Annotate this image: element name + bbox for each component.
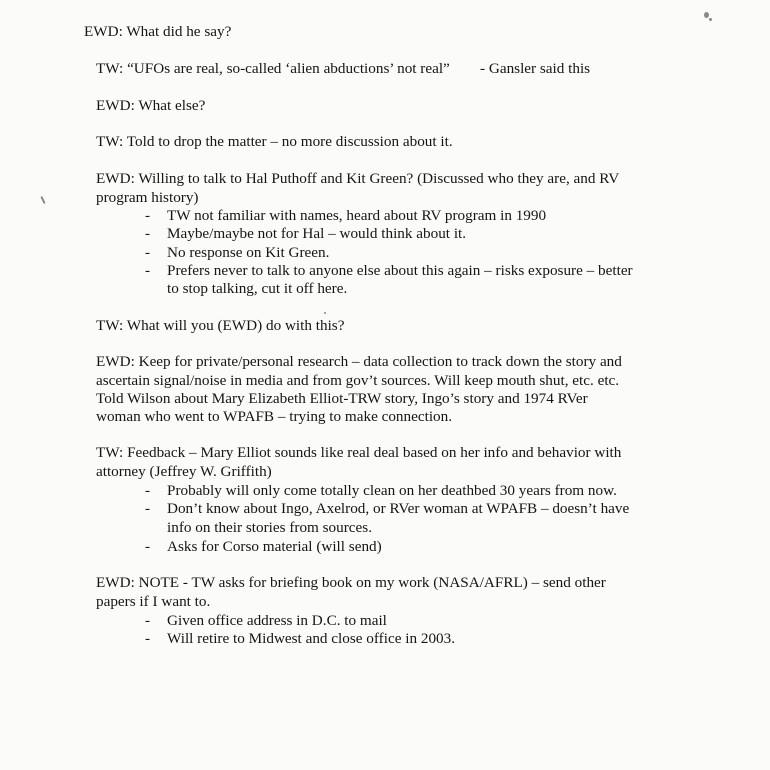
question-what-will-you-do: TW: What will you (EWD) do with this?	[96, 317, 345, 334]
gansler-attribution: - Gansler said this	[480, 60, 591, 77]
tw-feedback-line-2: attorney (Jeffrey W. Griffith)	[96, 463, 272, 480]
bullet-item: Prefers never to talk to anyone else about this again – risks exposure – better	[167, 262, 633, 279]
bullet-mark: -	[145, 482, 151, 499]
bullet-mark: -	[145, 538, 151, 555]
scan-speck	[704, 12, 709, 18]
question-what-did-he-say: EWD: What did he say?	[84, 23, 232, 40]
bullet-item: No response on Kit Green.	[167, 244, 330, 261]
tw-feedback-line-1: TW: Feedback – Mary Elliot sounds like real deal based on her info and behavior with	[96, 444, 622, 461]
question-what-else: EWD: What else?	[96, 97, 206, 114]
ewd-note-line-2: papers if I want to.	[96, 593, 211, 610]
question-willing-to-talk-line-2: program history)	[96, 189, 199, 206]
ewd-note-line-1: EWD: NOTE - TW asks for briefing book on my work (NASA/AFRL) – send other	[96, 574, 606, 591]
bullet-item: Will retire to Midwest and close office in 2003.	[167, 630, 456, 647]
ewd-response-line-3: Told Wilson about Mary Elizabeth Elliot-TRW story, Ingo’s story and 1974 RVer	[96, 390, 588, 407]
bullet-mark: -	[145, 630, 151, 647]
scan-speck	[324, 312, 326, 314]
bullet-mark: -	[145, 244, 151, 261]
bullet-item-continuation: info on their stories from sources.	[167, 519, 372, 536]
question-willing-to-talk-line-1: EWD: Willing to talk to Hal Puthoff and Kit Green? (Discussed who they are, and RV	[96, 170, 620, 187]
cutoff-text-fragment	[150, 0, 490, 4]
bullet-mark: -	[145, 225, 151, 242]
bullet-mark: -	[145, 500, 151, 517]
answer-ufos-real: TW: “UFOs are real, so-called ‘alien abductions’ not real”	[96, 60, 450, 77]
ewd-response-line-4: woman who went to WPAFB – trying to make connection.	[96, 408, 453, 425]
scan-speck	[40, 196, 45, 204]
bullet-item: Probably will only come totally clean on her deathbed 30 years from now.	[167, 482, 617, 499]
bullet-item: Maybe/maybe not for Hal – would think about it.	[167, 225, 467, 242]
ewd-response-line-2: ascertain signal/noise in media and from gov’t sources. Will keep mouth shut, etc. etc.	[96, 372, 620, 389]
answer-drop-matter: TW: Told to drop the matter – no more discussion about it.	[96, 133, 453, 150]
bullet-item: TW not familiar with names, heard about RV program in 1990	[167, 207, 547, 224]
bullet-item: Given office address in D.C. to mail	[167, 612, 387, 629]
scan-speck	[709, 18, 712, 21]
bullet-mark: -	[145, 207, 151, 224]
ewd-response-line-1: EWD: Keep for private/personal research – data collection to track down the story and	[96, 353, 622, 370]
bullet-item-continuation: to stop talking, cut it off here.	[167, 280, 348, 297]
bullet-mark: -	[145, 262, 151, 279]
bullet-mark: -	[145, 612, 151, 629]
bullet-item: Don’t know about Ingo, Axelrod, or RVer woman at WPAFB – doesn’t have	[167, 500, 630, 517]
bullet-item: Asks for Corso material (will send)	[167, 538, 382, 555]
